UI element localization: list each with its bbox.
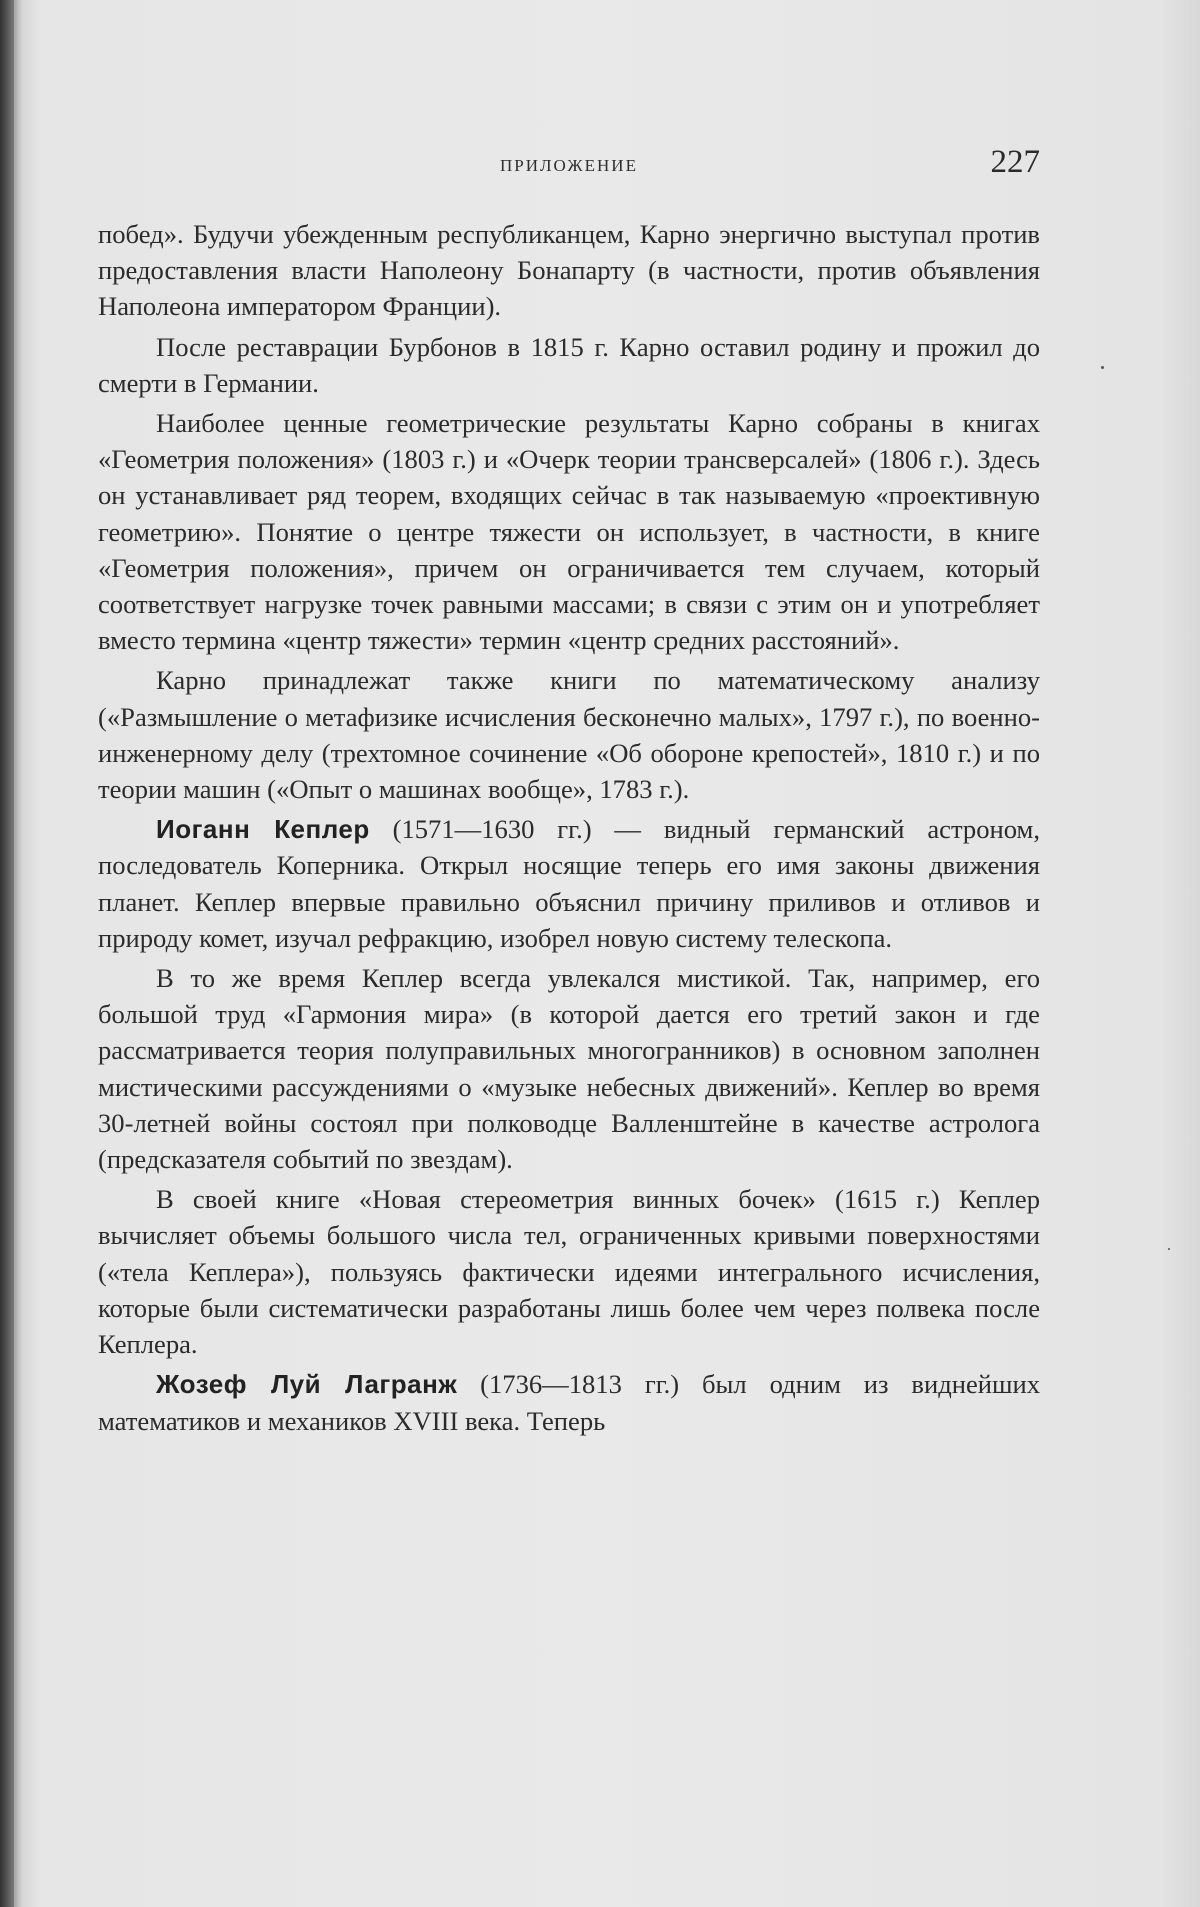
page-spine-shadow (0, 0, 14, 1907)
page-header (98, 140, 1040, 184)
paper-speck (1101, 366, 1104, 369)
paragraph-text: (1736—1813 гг.) был одним из виднейших математиков и механиков XVIII века. Теперь (98, 1369, 1041, 1436)
paragraph-text: (1571—1630 гг.) — видный германский астроном, последователь Коперника. Открыл носящие теперь его имя законы движения планет. Кеплер впервые правильно объяснил причину приливов и отливов и природу комет, изучал рефракцию, изобрел новую систему телескопа. (98, 814, 1040, 953)
paragraph-3 (98, 405, 1040, 658)
paragraph-text: побед». Будучи убежденным республиканцем, Карно энергично выступал против предоставления власти Наполеону Бонапарту (в частности, против объявления Наполеона императором Франции). (98, 219, 1040, 322)
paper-speck (1168, 1248, 1170, 1250)
page-body (98, 216, 1040, 1439)
paragraph-kepler (98, 811, 1040, 956)
person-name-lagrange: Жозеф Луй Лагранж (156, 1369, 458, 1400)
paragraph-text: После реставрации Бурбонов в 1815 г. Карно оставил родину и прожил до смерти в Германии. (98, 331, 1040, 398)
paragraph-1 (98, 216, 1040, 325)
page-number: 227 (990, 144, 1040, 180)
paragraph-2 (98, 329, 1040, 401)
running-head: ПРИЛОЖЕНИЕ (500, 156, 638, 175)
paragraph-text: Карно принадлежат также книги по математическому анализу («Размышление о метафизике исчисления бесконечно малых», 1797 г.), по военно-инженерному делу (трехтомное сочинение «Об обороне крепостей», 1810 г.) и по теории машин («Опыт о машинах вообще», 1783 г.). (98, 665, 1040, 805)
paragraph-text: Наиболее ценные геометрические результаты Карно собраны в книгах «Геометрия положения» (1803 г.) и «Очерк теории трансверсалей» (1806 г.). Здесь он устанавливает ряд теорем, входящих сейчас в так называемую «проективную геометрию». Понятие о центре тяжести он использует, в частности, в книге «Геометрия положения», причем он ограничивается тем случаем, который соответствует нагрузке точек равными массами; в связи с этим он и употребляет вместо термина «центр тяжести» термин «центр средних расстояний». (98, 408, 1040, 656)
person-name-kepler: Иоганн Кеплер (156, 814, 370, 845)
paragraph-7 (98, 1181, 1040, 1362)
paragraph-4 (98, 662, 1040, 807)
paragraph-text: В то же время Кеплер всегда увлекался мистикой. Так, например, его большой труд «Гармония мира» (в которой дается его третий закон и где рассматривается теория полуправильных многогранников) в основном заполнен мистическими рассуждениями о «музыке небесных движений». Кеплер во время 30-летней войны состоял при полководце Валленштейне в качестве астролога (предсказателя событий по звездам). (98, 963, 1040, 1175)
paragraph-text: В своей книге «Новая стереометрия винных бочек» (1615 г.) Кеплер вычисляет объемы большого числа тел, ограниченных кривыми поверхностями («тела Кеплера»), пользуясь фактически идеями интегрального исчисления, которые были систематически разработаны лишь более чем через полвека после Кеплера. (98, 1184, 1040, 1360)
paragraph-lagrange (98, 1366, 1040, 1438)
paragraph-6 (98, 960, 1040, 1177)
